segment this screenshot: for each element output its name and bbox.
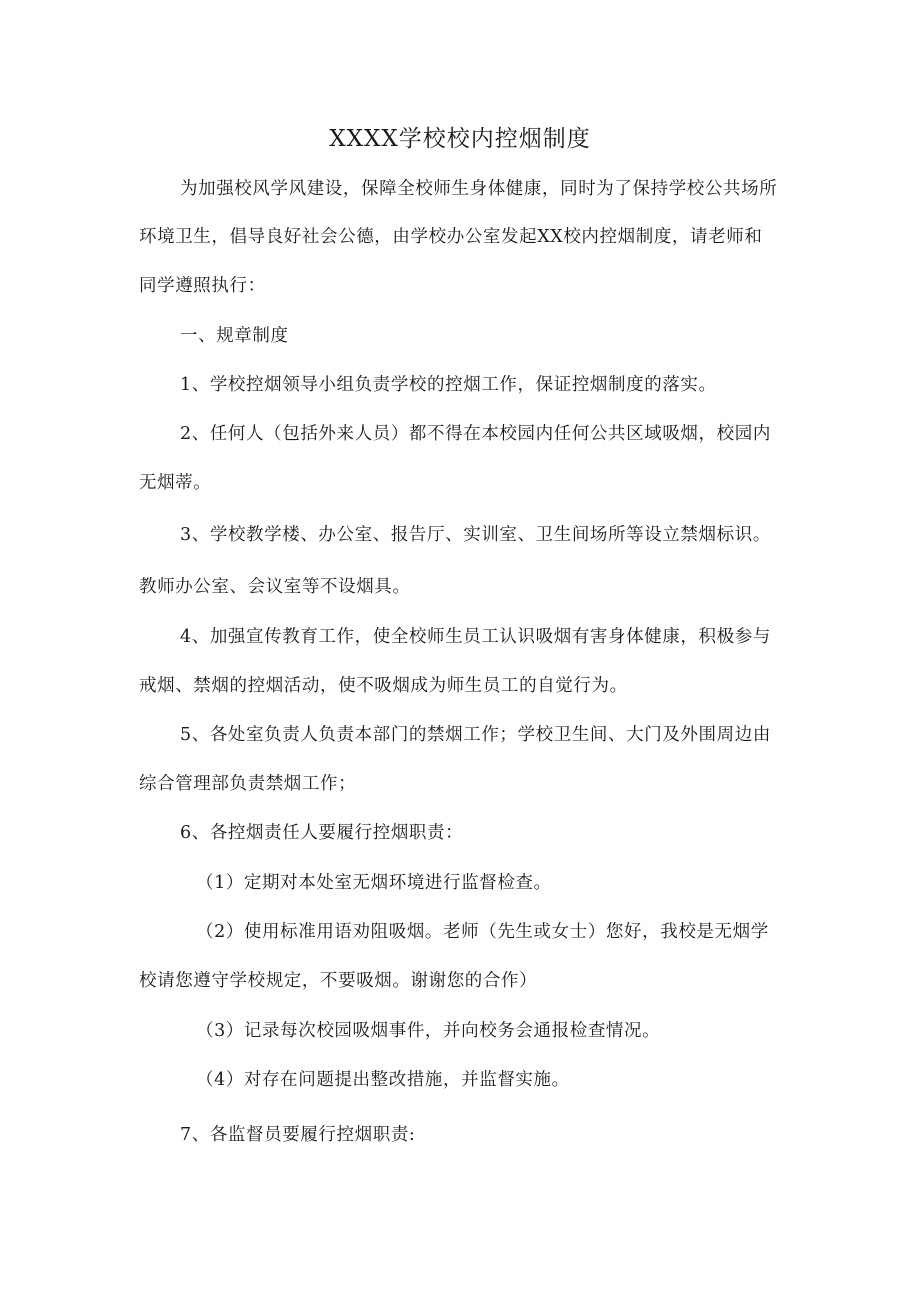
rule-item-3-cont: 教师办公室、会议室等不设烟具。 — [139, 577, 411, 597]
rule-item-5-cont: 综合管理部负责禁烟工作； — [139, 774, 357, 794]
sub-item-2-cont: 校请您遵守学校规定，不要吸烟。谢谢您的合作） — [139, 971, 538, 991]
rule-item-5: 5、各处室负责人负责本部门的禁烟工作；学校卫生间、大门及外围周边由 — [180, 725, 771, 745]
sub-item-1: （1）定期对本处室无烟环境进行监督检查。 — [196, 873, 552, 893]
rule-item-7: 7、各监督员要履行控烟职责: — [180, 1125, 416, 1145]
sub-item-4: （4）对存在问题提出整改措施，并监督实施。 — [196, 1070, 570, 1090]
rule-item-3: 3、学校教学楼、办公室、报告厅、实训室、卫生间场所等设立禁烟标识。 — [180, 525, 771, 545]
intro-line-1: 为加强校风学风建设，保障全校师生身体健康，同时为了保持学校公共场所 — [180, 179, 778, 199]
rule-item-4: 4、加强宣传教育工作，使全校师生员工认识吸烟有害身体健康，积极参与 — [180, 627, 771, 647]
sub-item-3: （3）记录每次校园吸烟事件，并向校务会通报检查情况。 — [196, 1021, 661, 1041]
document-title: XXXX学校校内控烟制度 — [329, 126, 591, 152]
rule-item-2-cont: 无烟蒂。 — [139, 473, 212, 493]
rule-item-4-cont: 戒烟、禁烟的控烟活动，使不吸烟成为师生员工的自觉行为。 — [139, 676, 628, 696]
rule-item-6: 6、各控烟责任人要履行控烟职责： — [180, 823, 464, 843]
intro-line-3: 同学遵照执行： — [139, 276, 266, 296]
sub-item-2: （2）使用标准用语劝阻吸烟。老师（先生或女士）您好，我校是无烟学 — [196, 922, 769, 942]
rule-item-1: 1、学校控烟领导小组负责学校的控烟工作，保证控烟制度的落实。 — [180, 375, 717, 395]
section-heading-rules: 一、规章制度 — [180, 326, 289, 346]
rule-item-2: 2、任何人（包括外来人员）都不得在本校园内任何公共区域吸烟，校园内 — [180, 424, 771, 444]
intro-line-2: 环境卫生，倡导良好社会公德，由学校办公室发起XX校内控烟制度，请老师和 — [139, 227, 763, 247]
